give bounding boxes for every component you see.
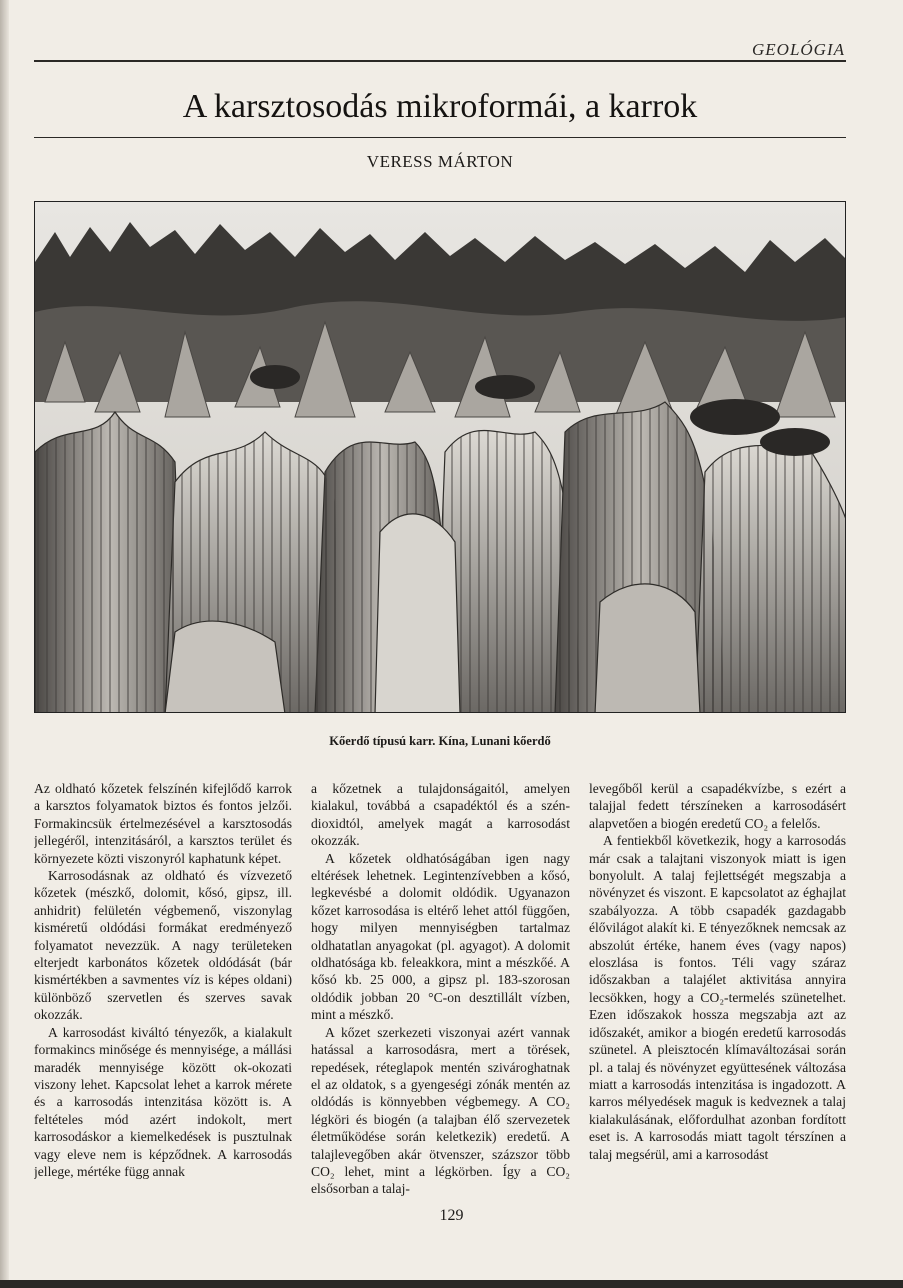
article-author: VERESS MÁRTON <box>366 152 514 171</box>
paragraph: Karrosodásnak az oldható és vízvezető kőzetek (mészkő, dolomit, kősó, gipsz, ill. anhidrit) felületén végbemenő, viszonylag kisméretű oldódási formákat eredményező folyamatot nevezzük. A nagy területeken elterjedt karbonátos kőzetek oldódását (bár kismértékben a savmentes víz is képes oldani) különböző szervetlen és szerves savak okozzák. <box>34 868 292 1023</box>
paragraph: A fentiekből következik, hogy a karrosodás már csak a talajtani viszonyok miatt is igen bonyolult. A talaj fejlettségét megszabja a növényzet és viszont. E kapcsolatot az éghajlat szabályozza. A több csapadék gazdagabb élővilágot alakít ki. E tényezőknek nemcsak az abszolút értéke, hanem éves (vagy napos) eloszlása is fontos. Téli vagy száraz időszakban a talajélet aktivitása annyira lecsökken, hogy a CO₂-termelés szünetelhet. Ezen időszakok hossza megszabja azt az időszakét, amikor a biogén eredetű karrosodás szünetel. A pleisztocén klímaváltozásai során pl. a talaj és növényzet együttesének változása miatt a karrosodás intenzitása is ingadozott. A karros mélyedések maguk is kedveznek a talaj kialakulásának, előfordulhat azonban fordított eset is. A karrosodás miatt tagolt térszínen a talaj megsérül, ami a karrosodást <box>589 833 846 1162</box>
paragraph: A kőzet szerkezeti viszonyai azért vannak hatással a karrosodásra, mert a törések, repedések, réteglapok mentén szivároghatnak el az oldatok, s a gyengeségi zónák mentén az oldódás is könnyebben végbemegy. A CO₂ légköri és biogén (a talajban élő szervezetek életműködése során keletkezik) eredetű. A talajlevegőben akár ötvenszer, százszor több CO₂ lehet, mint a légkörben. Így a CO₂ elsősorban a talaj- <box>311 1024 570 1197</box>
stone-forest-photo <box>34 201 846 713</box>
paragraph: a kőzetnek a tulajdonságaitól, amelyen kialakul, továbbá a csapadéktól és a szén-dioxidtól, amelyek magát a karrosodást okozzák. <box>311 781 570 849</box>
article-title: A karsztosodás mikroformái, a karrok <box>182 88 698 125</box>
text-column-1 <box>34 780 292 1200</box>
text-column-3 <box>589 780 846 1200</box>
photo-caption: Kőerdő típusú karr. Kína, Lunani kőerdő <box>329 734 551 748</box>
page-number: 129 <box>439 1207 464 1224</box>
scan-bottom-edge <box>0 1280 903 1288</box>
section-label: GEOLÓGIA <box>752 40 845 59</box>
text-column-2 <box>311 780 570 1200</box>
title-rule <box>34 137 846 138</box>
header-rule <box>34 60 846 62</box>
paragraph: levegőből kerül a csapadékvízbe, s ezért a talajjal fedett térszíneken a karrosodásért alapvetően a biogén eredetű CO₂ a felelős. <box>589 781 846 831</box>
paragraph: A kőzetek oldhatóságában igen nagy eltérések lehetnek. Legintenzívebben a kősó, legkevésbé a dolomit oldódik. Ugyanazon kőzet karrosodása is eltérő lehet attól függően, hogy milyen mennyiségben tartalmaz oldhatatlan anyagokat (pl. agyagot). A dolomit oldhatósága kb. feleakkora, mint a mészkőé. A kősó kb. 25 000, a gipsz pl. 183-szorosan oldódik jobban 20 °C-on desztillált vízben, mint a mészkő. <box>311 850 570 1023</box>
page-binding-edge <box>0 0 9 1288</box>
paragraph: Az oldható kőzetek felszínén kifejlődő karrok a karsztos folyamatok biztos és fontos jelzői. Formakincsük értelmezésével a karsztosodás jellegéről, intenzitásáról, a karsztos terület és környezete közti viszonyról kaphatunk képet. <box>34 781 292 866</box>
paragraph: A karrosodást kiváltó tényezők, a kialakult formakincs minősége és mennyisége, a mállási maradék mennyisége között ok-okozati viszony lehet. Kapcsolat lehet a karrok mérete és a karrosodás intenzitása között is. A feltételes mód azért indokolt, mert karrosodáskor a kiemelkedések is pusztulnak vagy eleve nem is képződnek. A karrosodás jellege, mértéke függ annak <box>34 1024 292 1179</box>
